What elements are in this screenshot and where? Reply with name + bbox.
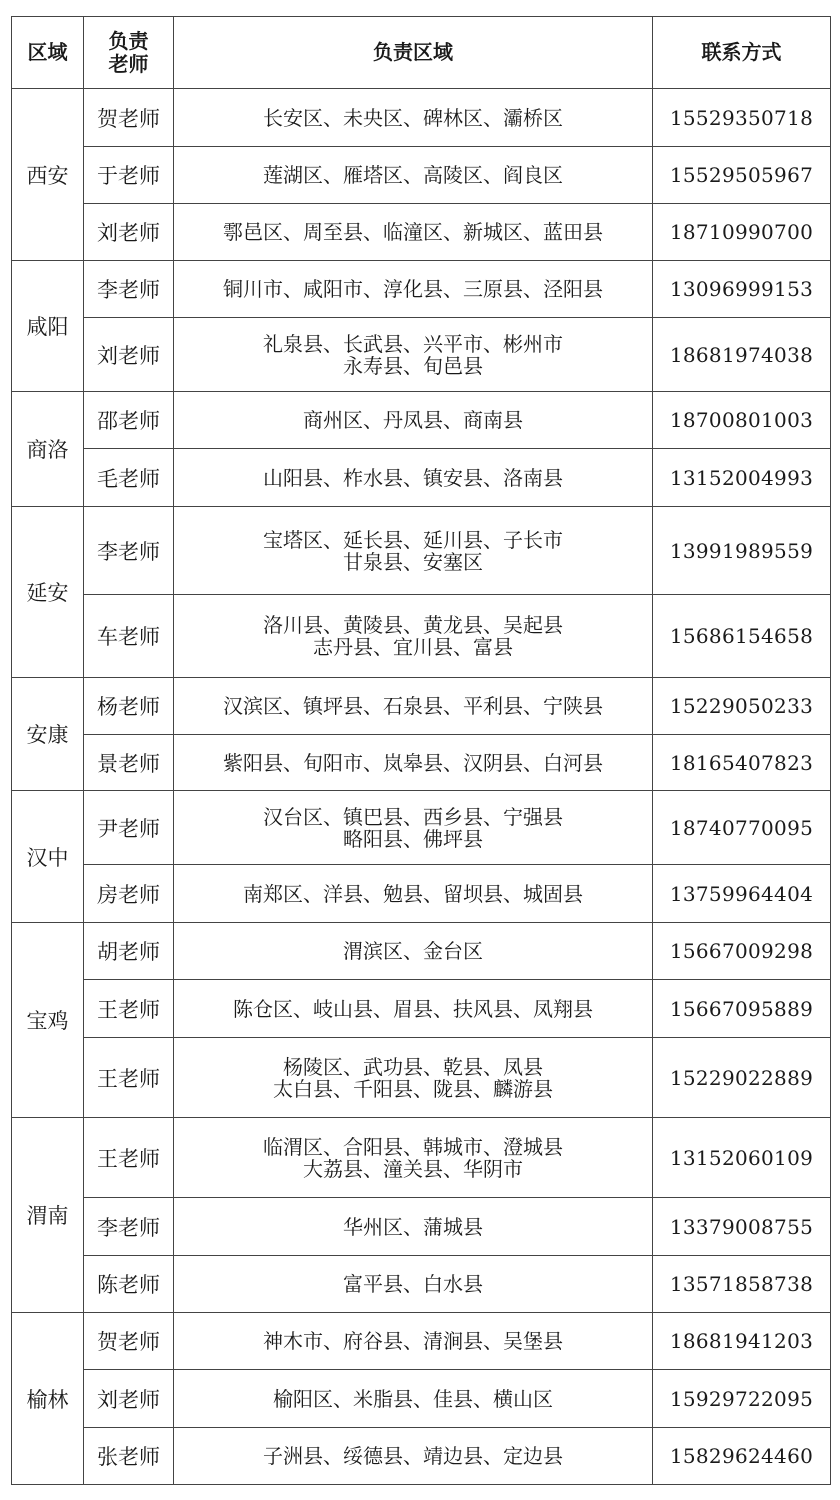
phone-cell: 15667095889: [653, 980, 831, 1038]
areas-cell: [174, 147, 653, 204]
teacher-cell: 杨老师: [84, 678, 174, 735]
phone-cell: 18165407823: [653, 735, 831, 791]
areas-line: 洛川县、黄陵县、黄龙县、吴起县: [263, 613, 563, 637]
teacher-cell: 王老师: [84, 1118, 174, 1198]
areas-cell: [174, 1038, 653, 1118]
teacher-cell: 李老师: [84, 261, 174, 318]
areas-line: 大荔县、潼关县、华阴市: [303, 1156, 523, 1181]
table-row: [12, 449, 831, 507]
areas-line: 甘泉县、安塞区: [343, 549, 483, 574]
areas-line: 鄠邑区、周至县、临潼区、新城区、蓝田县: [223, 220, 603, 244]
teacher-cell: 贺老师: [84, 1313, 174, 1370]
table-row: [12, 507, 831, 595]
areas-line: 太白县、千阳县、陇县、麟游县: [273, 1076, 553, 1101]
areas-line: 商州区、丹凤县、商南县: [303, 408, 523, 432]
areas-cell: [174, 449, 653, 507]
areas-line: 山阳县、柞水县、镇安县、洛南县: [263, 465, 563, 490]
table-row: [12, 89, 831, 147]
teacher-cell: 王老师: [84, 980, 174, 1038]
header-teacher-line1: 负责: [108, 28, 149, 53]
areas-cell: [174, 1428, 653, 1485]
region-cell: 咸阳: [12, 261, 84, 392]
areas-cell: [174, 1313, 653, 1370]
areas-cell: [174, 791, 653, 865]
phone-cell: 15229022889: [653, 1038, 831, 1118]
teacher-cell: 李老师: [84, 1198, 174, 1256]
areas-line: 长安区、未央区、碑林区、灞桥区: [263, 105, 563, 130]
phone-cell: 13379008755: [653, 1198, 831, 1256]
region-cell: 渭南: [12, 1118, 84, 1313]
areas-cell: [174, 1198, 653, 1256]
areas-cell: [174, 318, 653, 392]
teacher-cell: 陈老师: [84, 1256, 174, 1313]
phone-cell: 13759964404: [653, 865, 831, 923]
table-row: [12, 392, 831, 449]
areas-line: 志丹县、宜川县、富县: [313, 635, 513, 659]
areas-line: 略阳县、佛坪县: [343, 826, 483, 851]
phone-cell: 13152060109: [653, 1118, 831, 1198]
areas-line: 华州区、蒲城县: [343, 1214, 483, 1239]
areas-cell: [174, 1118, 653, 1198]
table-row: [12, 791, 831, 865]
areas-cell: [174, 261, 653, 318]
region-cell: 宝鸡: [12, 923, 84, 1118]
phone-cell: 18710990700: [653, 204, 831, 261]
teacher-contact-table: [11, 16, 831, 1485]
table-row: [12, 865, 831, 923]
areas-cell: [174, 89, 653, 147]
table-row: [12, 678, 831, 735]
phone-cell: 18700801003: [653, 392, 831, 449]
teacher-cell: 景老师: [84, 735, 174, 791]
phone-cell: 18681941203: [653, 1313, 831, 1370]
table-row: [12, 1313, 831, 1370]
teacher-cell: 刘老师: [84, 1370, 174, 1428]
phone-cell: 15667009298: [653, 923, 831, 980]
phone-cell: 15229050233: [653, 678, 831, 735]
areas-line: 陈仓区、岐山县、眉县、扶风县、凤翔县: [233, 996, 593, 1021]
teacher-cell: 张老师: [84, 1428, 174, 1485]
header-teacher: [84, 17, 174, 89]
areas-line: 永寿县、旬邑县: [343, 353, 483, 378]
areas-line: 铜川市、咸阳市、淳化县、三原县、泾阳县: [223, 277, 603, 301]
table-body: [12, 89, 831, 1485]
areas-cell: [174, 595, 653, 678]
table-row: [12, 923, 831, 980]
areas-line: 富平县、白水县: [343, 1272, 483, 1296]
areas-line: 神木市、府谷县、清涧县、吴堡县: [263, 1329, 563, 1353]
phone-cell: 15686154658: [653, 595, 831, 678]
header-areas: 负责区域: [174, 17, 653, 89]
region-cell: 商洛: [12, 392, 84, 507]
areas-line: 榆阳区、米脂县、佳县、横山区: [273, 1386, 553, 1411]
phone-cell: 15929722095: [653, 1370, 831, 1428]
areas-line: 杨陵区、武功县、乾县、凤县: [283, 1054, 543, 1079]
table-row: [12, 595, 831, 678]
phone-cell: 13152004993: [653, 449, 831, 507]
teacher-cell: 车老师: [84, 595, 174, 678]
region-cell: 延安: [12, 507, 84, 678]
header-teacher-line2: 老师: [108, 51, 149, 76]
table-row: [12, 980, 831, 1038]
region-cell: 西安: [12, 89, 84, 261]
areas-cell: [174, 204, 653, 261]
table-row: [12, 1118, 831, 1198]
phone-cell: 18740770095: [653, 791, 831, 865]
teacher-cell: 房老师: [84, 865, 174, 923]
teacher-cell: 于老师: [84, 147, 174, 204]
teacher-cell: 胡老师: [84, 923, 174, 980]
teacher-cell: 刘老师: [84, 318, 174, 392]
region-cell: 榆林: [12, 1313, 84, 1485]
teacher-cell: 贺老师: [84, 89, 174, 147]
areas-line: 南郑区、洋县、勉县、留坝县、城固县: [243, 881, 583, 906]
header-contact: 联系方式: [653, 17, 831, 89]
areas-cell: [174, 392, 653, 449]
teacher-cell: 李老师: [84, 507, 174, 595]
areas-cell: [174, 865, 653, 923]
table-row: [12, 1256, 831, 1313]
table-row: [12, 204, 831, 261]
table-row: [12, 147, 831, 204]
teacher-cell: 尹老师: [84, 791, 174, 865]
areas-line: 渭滨区、金台区: [343, 939, 483, 963]
table-row: [12, 261, 831, 318]
table-row: [12, 1198, 831, 1256]
phone-cell: 15829624460: [653, 1428, 831, 1485]
areas-cell: [174, 980, 653, 1038]
phone-cell: 13096999153: [653, 261, 831, 318]
table-row: [12, 1370, 831, 1428]
table-row: [12, 1428, 831, 1485]
header-row: [12, 17, 831, 89]
areas-line: 汉台区、镇巴县、西乡县、宁强县: [263, 804, 563, 829]
areas-line: 汉滨区、镇坪县、石泉县、平利县、宁陕县: [223, 694, 603, 718]
areas-line: 宝塔区、延长县、延川县、子长市: [263, 527, 563, 552]
table-row: [12, 1038, 831, 1118]
areas-line: 紫阳县、旬阳市、岚皋县、汉阴县、白河县: [223, 750, 603, 775]
teacher-cell: 邵老师: [84, 392, 174, 449]
teacher-cell: 王老师: [84, 1038, 174, 1118]
areas-line: 子洲县、绥德县、靖边县、定边县: [263, 1444, 563, 1468]
phone-cell: 15529505967: [653, 147, 831, 204]
areas-cell: [174, 735, 653, 791]
areas-cell: [174, 1256, 653, 1313]
region-cell: 汉中: [12, 791, 84, 923]
areas-cell: [174, 1370, 653, 1428]
table-row: [12, 735, 831, 791]
areas-line: 礼泉县、长武县、兴平市、彬州市: [263, 331, 563, 356]
phone-cell: 13991989559: [653, 507, 831, 595]
areas-cell: [174, 923, 653, 980]
teacher-cell: 毛老师: [84, 449, 174, 507]
table-row: [12, 318, 831, 392]
teacher-cell: 刘老师: [84, 204, 174, 261]
header-region: 区域: [12, 17, 84, 89]
region-cell: 安康: [12, 678, 84, 791]
areas-line: 临渭区、合阳县、韩城市、澄城县: [263, 1134, 563, 1159]
phone-cell: 15529350718: [653, 89, 831, 147]
areas-line: 莲湖区、雁塔区、高陵区、阎良区: [263, 163, 563, 187]
phone-cell: 13571858738: [653, 1256, 831, 1313]
areas-cell: [174, 678, 653, 735]
areas-cell: [174, 507, 653, 595]
phone-cell: 18681974038: [653, 318, 831, 392]
